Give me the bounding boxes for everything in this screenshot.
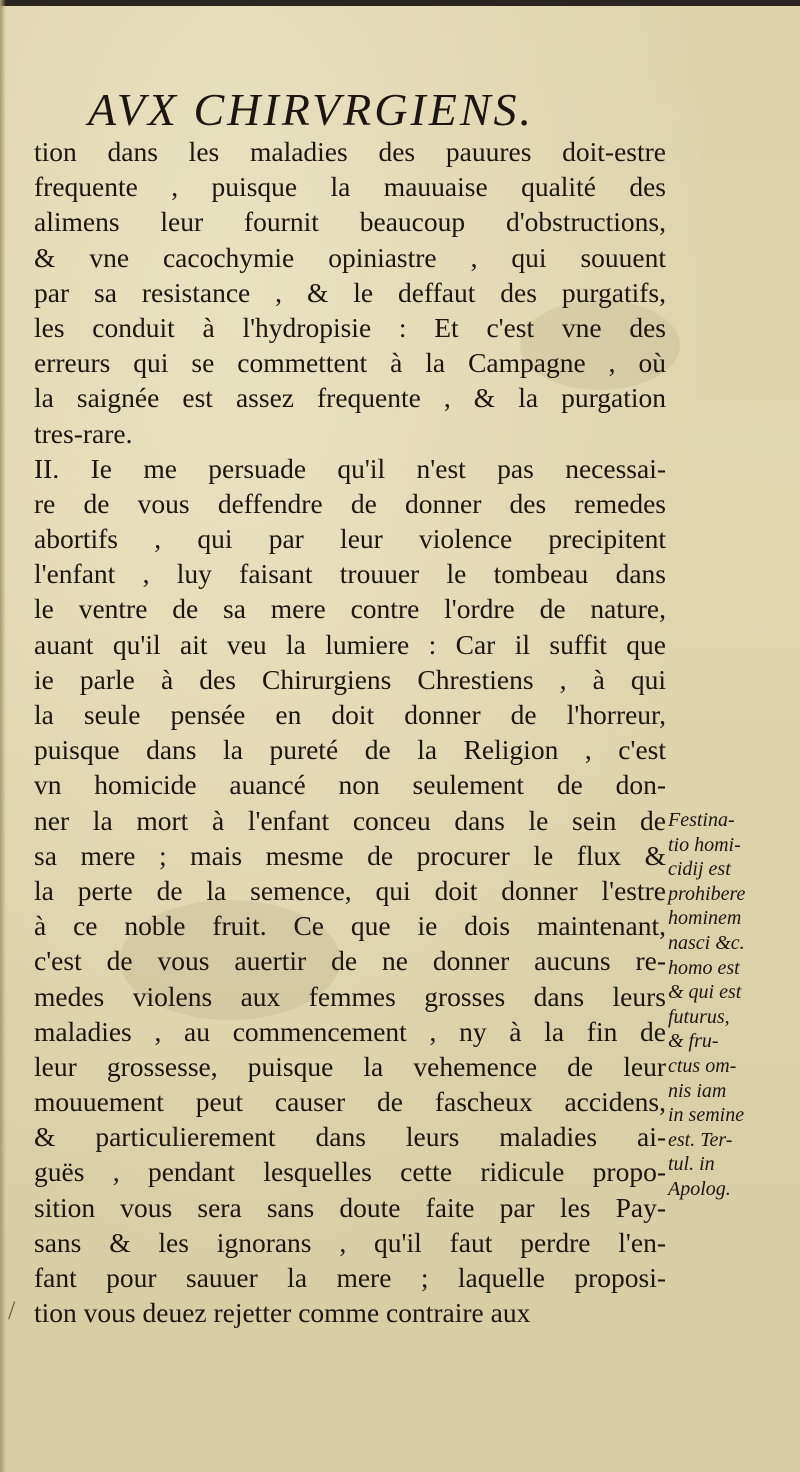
- text-line: sa mere ; mais mesme de procurer le flux &: [34, 839, 666, 871]
- text-line: les conduit à l'hydropisie : Et c'est vne des: [34, 311, 666, 343]
- text-line: la seule pensée en doit donner de l'horreur,: [34, 699, 666, 730]
- page-left-edge: [0, 0, 6, 1472]
- margin-note-line: in semine: [668, 1104, 745, 1127]
- ink-mark: /: [8, 1296, 16, 1325]
- text-line: la saignée est assez frequente , & la purgation: [34, 382, 666, 414]
- text-line: maladies , au commencement , ny à la fin de: [34, 1015, 666, 1047]
- page-top-edge: [0, 0, 800, 6]
- text-line: auant qu'il ait veu la lumiere : Car il suffit que: [34, 628, 666, 660]
- text-line: abortifs , qui par leur violence precipitent: [34, 523, 666, 555]
- margin-note: [668, 808, 796, 1202]
- margin-note-line: ctus om-: [668, 1054, 737, 1077]
- text-line: puisque dans la pureté de la Religion , c'est: [34, 734, 666, 766]
- text-line: vn homicide auancé non seulement de don-: [34, 769, 666, 801]
- text-line: & vne cacochymie opiniastre , qui souuent: [34, 241, 666, 273]
- margin-note-line: cidij est: [668, 858, 731, 881]
- margin-note-line: nis iam: [668, 1079, 727, 1102]
- text-line: ner la mort à l'enfant conceu dans le sein de: [34, 804, 666, 836]
- text-line: tres-rare.: [34, 417, 133, 449]
- text-line: c'est de vous auertir de ne donner aucuns re-: [34, 945, 666, 977]
- text-line: à ce noble fruit. Ce que ie dois maintenant,: [34, 910, 666, 942]
- text-line: tion dans les maladies des pauures doit-estre: [34, 136, 666, 167]
- text-line: ie parle à des Chirurgiens Chrestiens , à qui: [34, 663, 666, 695]
- text-line: re de vous deffendre de donner des remedes: [34, 487, 666, 519]
- text-line: sans & les ignorans , qu'il faut perdre l'en-: [34, 1226, 666, 1258]
- text-line: alimens leur fournit beaucoup d'obstructions,: [34, 206, 666, 238]
- margin-note-line: tio homi-: [668, 833, 741, 856]
- text-line: le ventre de sa mere contre l'ordre de nature,: [34, 593, 666, 625]
- text-line: II. Ie me persuade qu'il n'est pas necessai-: [34, 452, 666, 484]
- text-line: & particulierement dans leurs maladies ai-: [34, 1121, 666, 1153]
- margin-note-line: Apolog.: [668, 1177, 731, 1200]
- margin-note-line: nasci &c.: [668, 931, 745, 954]
- margin-note-line: prohibere: [668, 882, 746, 905]
- margin-note-line: tul. in: [668, 1153, 715, 1176]
- text-line: tion vous deuez rejetter comme contraire aux: [34, 1297, 531, 1329]
- text-line: leur grossesse, puisque la vehemence de leur: [34, 1050, 666, 1082]
- margin-note-line: & qui est: [668, 981, 742, 1004]
- main-text: [34, 134, 666, 1330]
- margin-note-line: & fru-: [668, 1030, 719, 1053]
- margin-note-line: Festina-: [668, 809, 735, 831]
- margin-note-line: est. Ter-: [668, 1128, 733, 1151]
- margin-note-line: homo est: [668, 956, 740, 979]
- margin-note-line: hominem: [668, 907, 742, 930]
- text-line: frequente , puisque la mauuaise qualité des: [34, 171, 666, 203]
- text-line: fant pour sauuer la mere ; laquelle proposi-: [34, 1262, 666, 1293]
- text-line: medes violens aux femmes grosses dans leurs: [34, 980, 666, 1012]
- text-line: erreurs qui se commettent à la Campagne , où: [34, 347, 666, 379]
- text-line: mouuement peut causer de fascheux accidens,: [34, 1086, 666, 1118]
- text-line: par sa resistance , & le deffaut des purgatifs,: [34, 276, 666, 308]
- text-line: l'enfant , luy faisant trouuer le tombeau dans: [34, 558, 666, 590]
- text-line: guës , pendant lesquelles cette ridicule propo-: [34, 1156, 666, 1188]
- text-line: la perte de la semence, qui doit donner l'estre: [34, 874, 666, 906]
- running-header: AVX CHIRVRGIENS.: [88, 84, 535, 135]
- margin-note-line: futurus,: [668, 1005, 730, 1028]
- text-line: sition vous sera sans doute faite par les Pay-: [34, 1191, 666, 1223]
